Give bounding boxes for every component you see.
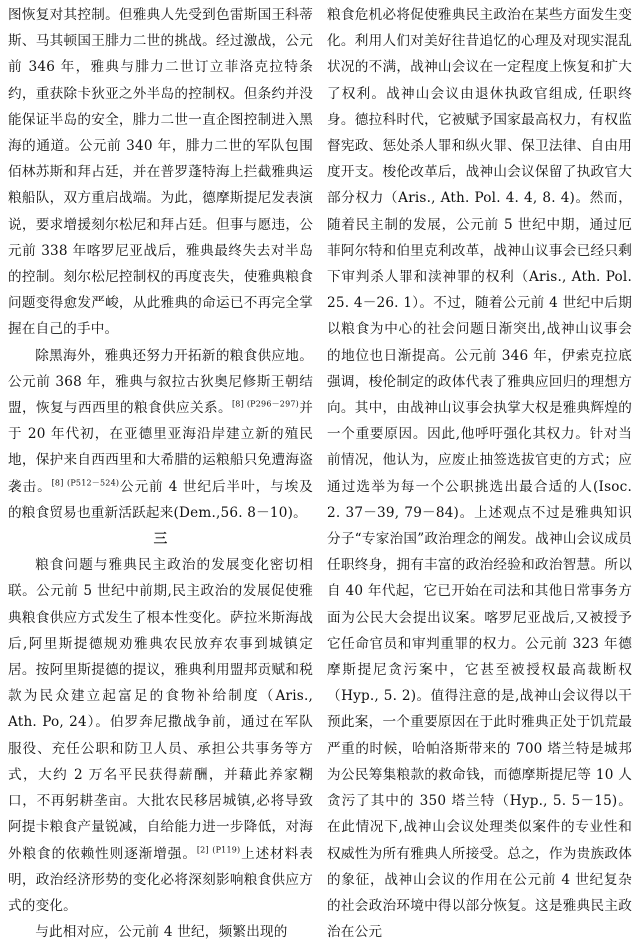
footnote-ref: [2] (P119)	[196, 844, 241, 854]
right-column	[327, 2, 632, 941]
paragraph-text: 公元前 4 世纪后半叶，与埃及的粮食贸易也重新活跃起来(Dem.,56. 8－10)。	[8, 478, 313, 521]
section-heading: 三	[153, 531, 168, 548]
paragraph-text: 粮食问题与雅典民主政治的发展变化密切相联。公元前 5 世纪中前期,民主政治的发展促使雅典粮食供应方式发生了根本性变化。萨拉米斯海战后,阿里斯提德规劝雅典农民放弃农事到城镇定居。按阿里斯提德的提议，雅典利用盟邦贡赋和税款为民众建立起富足的食物补给制度（Aris., Ath. Po, 24）。伯罗奔尼撒战争前，通过在军队服役、充任公职和防卫人员、承担公共事务等方式，大约 2 万名平民获得薪酬，并藉此养家糊口，不再躬耕垄亩。大批农民移居城镇,必将导致阿提卡粮食产量锐减，自给能力进一步降低，对海外粮食的依赖性则逐渐增强。	[8, 557, 313, 862]
footnote-ref: [8] (P296－297)	[231, 399, 299, 409]
left-column	[8, 2, 313, 941]
paragraph-text: 除黑海外，雅典还努力开拓新的粮食供应地。公元前 368 年，雅典与叙拉古狄奥尼修斯王朝结盟，恢复与西西里的粮食供应关系。	[8, 347, 313, 417]
footnote-ref: [8] (P512－524)	[51, 478, 120, 488]
paragraph-grain-sources	[8, 343, 313, 526]
paragraph-text: 并于 20 年代初，在亚德里亚海沿岸建立新的殖民地，保护来自西西里和大希腊的运粮船只免遭海盗袭击。	[8, 400, 313, 495]
paragraph-continuation: 图恢复对其控制。但雅典人先受到色雷斯国王科蒂斯、马其顿国王腓力二世的挑战。经过激战，公元前 346 年，雅典与腓力二世订立菲洛克拉特条约，重获除卡狄亚之外半岛的控制权。但条约并没能保证半岛的安全，腓力二世一直企图控制进入黑海的通道。公元前 340 年，腓力二世的军队包围佰林苏斯和拜占廷，并在普罗蓬特海上拦截雅典运粮船队，双方重启战端。为此，德摩斯提尼发表演说，要求增援刻尔松尼和拜占廷。但事与愿违，公元前 338 年喀罗尼亚战后，雅典最终失去对半岛的控制。刻尔松尼控制权的再度丧失，使雅典粮食问题变得愈发严峻，从此雅典的命运已不再完全掌握在自己的手中。	[8, 7, 313, 338]
paragraph-text: 上述材料表明，政治经济形势的变化必将深刻影响粮食供应方式的变化。	[8, 845, 313, 914]
paragraph-areopagus: 粮食危机必将促使雅典民主政治在某些方面发生变化。利用人们对美好往昔追忆的心理及对现实混乱状况的不满，战神山会议在一定程度上恢复和扩大了权利。战神山会议由退休执政官组成, 任职终身。德拉科时代，它被赋予国家最高权力，有权监督宪政、惩处杀人罪和纵火罪、保卫法律、自由用度开支。梭伦改革后，战神山会议保留了执政官大部分权力（Aris., Ath. Pol. 4. 4, 8. 4)。然而，随着民主制的发展，公元前 5 世纪中期，通过厄菲阿尔特和伯里克利改革，战神山议事会已经只剩下审判杀人罪和渎神罪的权利（Aris., Ath. Pol. 25. 4－26. 1）。不过，随着公元前 4 世纪中后期以粮食为中心的社会问题日渐突出,战神山议事会的地位也日渐提高。公元前 346 年，伊索克拉底强调，梭伦制定的政体代表了雅典应回归的理想方向。其中，由战神山议事会执掌大权是雅典辉煌的一个重要原因。因此,他呼吁强化其权力。针对当前情况，他认为，应废止抽签选拔官吏的方式；应通过选举为每一个公职挑选出最合适的人(Isoc. 2. 37－39, 79－84)。上述观点不过是雅典知识分子“专家治国”政治理念的阐发。战神山会议成员任职终身，拥有丰富的政治经验和政治智慧。所以自 40 年代起，它已开始在司法和其他日常事务方面为公民大会提出议案。喀罗尼亚战后,又被授予它任命官员和审判重罪的权力。公元前 323 年德摩斯提尼贪污案中，它甚至被授权最高裁断权（Hyp., 5. 2)。值得注意的是,战神山会议得以干预此案，一个重要原因在于此时雅典正处于饥荒最严重的时候，哈帕洛斯带来的 700 塔兰特是城邦为公民筹集粮款的救命钱，而德摩斯提尼等 10 人贪污了其中的 350 塔兰特（Hyp., 5. 5－15)。在此情况下,战神山会议处理类似案件的专业性和权威性为所有雅典人所接受。总之，作为贵族政体的象征，战神山会议的作用在公元前 4 世纪复杂的社会政治环境中得以部分恢复。这是雅典民主政治在公元	[327, 7, 632, 941]
paragraph-fourth-century: 与此相对应，公元前 4 世纪，频繁出现的	[35, 924, 288, 941]
paragraph-democracy	[8, 552, 313, 919]
